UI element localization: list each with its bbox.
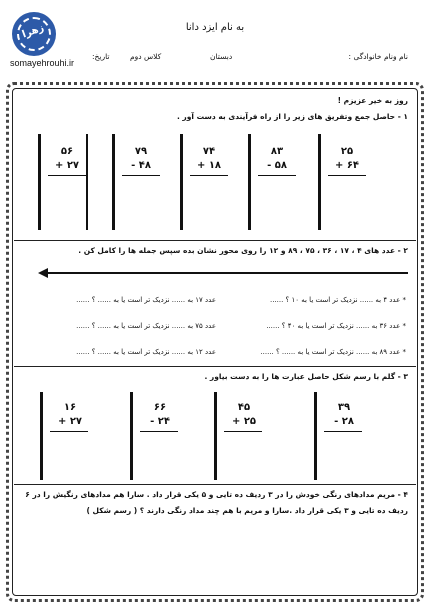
problem-bottom-number: - ۲۴	[150, 416, 170, 427]
problem-sum-line	[190, 175, 228, 176]
problem-sum-line	[224, 431, 262, 432]
problem-bottom-number: - ۴۸	[131, 160, 151, 171]
problem-sum-line	[258, 175, 296, 176]
q1-problem	[38, 134, 96, 230]
problem-sum-line	[140, 431, 178, 432]
q2-sentence: * عدد ۴ به ...... نزدیک تر است یا به ۱۰ ؟ ......	[269, 296, 406, 304]
question-4-line-1: ۴ - مریم مدادهای رنگی خودش را در ۳ ردیف ده تایی و ۵ یکی قرار داد . سارا هم مدادهای رنگیش را در ۶	[25, 490, 408, 499]
problem-sum-line	[324, 431, 362, 432]
problem-bottom-number: - ۵۸	[267, 160, 287, 171]
q2-sentence: عدد ۷۵ به ...... نزدیک تر است یا به ...... ؟ ......	[76, 322, 216, 330]
problem-left-bar	[180, 134, 183, 230]
problem-top-number: ۱۶	[63, 402, 77, 413]
q1-problem	[180, 134, 238, 230]
problem-top-number: ۷۹	[134, 146, 148, 157]
problem-top-number: ۲۵	[340, 146, 354, 157]
problem-top-number: ۶۶	[153, 402, 167, 413]
q3-problem	[130, 392, 190, 480]
number-line-arrow	[40, 272, 408, 274]
q1-problem	[248, 134, 306, 230]
site-url: somayehrouhi.ir	[10, 58, 75, 68]
question-4-line-2: ردیف ده تایی و ۳ یکی قرار داد .سارا و مریم با هم چند مداد رنگی دارند ؟ ( رسم شکل )	[86, 506, 408, 515]
school-label: دبستان	[210, 52, 233, 61]
problem-bottom-number: + ۲۷	[54, 160, 80, 171]
problem-top-number: ۵۶	[60, 146, 74, 157]
problem-bottom-number: + ۲۵	[231, 416, 257, 427]
q2-sentence: عدد ۱۷ به ...... نزدیک تر است یا به ...... ؟ ......	[76, 296, 216, 304]
problem-sum-line	[328, 175, 366, 176]
problem-top-number: ۴۵	[237, 402, 251, 413]
problem-sum-line	[48, 175, 86, 176]
section-divider	[14, 366, 416, 367]
problem-left-bar	[40, 392, 43, 480]
q2-sentence: * عدد ۸۹ به ...... نزدیک تر است یا به ...... ؟ ......	[260, 348, 406, 356]
q3-problem	[40, 392, 100, 480]
q2-sentence: عدد ۱۲ به ...... نزدیک تر است یا به ...... ؟ ......	[76, 348, 216, 356]
q3-problem	[314, 392, 374, 480]
class-label: کلاس دوم	[130, 52, 162, 61]
problem-bottom-number: + ۶۴	[334, 160, 360, 171]
problem-bottom-number: + ۲۷	[57, 416, 83, 427]
question-1-text: ۱ - حاصل جمع وتفریق های زیر را از راه فرآیندی به دست آور .	[176, 112, 408, 121]
problem-left-bar	[38, 134, 41, 230]
page-title: به نام ایزد دانا	[185, 22, 245, 33]
problem-bottom-number: - ۲۸	[334, 416, 354, 427]
problem-left-bar	[112, 134, 115, 230]
greeting: روز به خیر عزیزم !	[337, 96, 408, 105]
question-3-text: ۳ - گلم با رسم شکل حاصل عبارت ها را به دست بیاور .	[204, 372, 408, 381]
question-2-text: ۲ - عدد های ۴ ، ۱۷ ، ۳۶ ، ۷۵ ، ۸۹ و ۱۲ را روی محور نشان بده سپس جمله ها را کامل کن .	[78, 246, 408, 255]
problem-top-number: ۳۹	[337, 402, 351, 413]
problem-left-bar	[248, 134, 251, 230]
logo-text: زهرا	[20, 22, 46, 41]
problem-left-bar	[318, 134, 321, 230]
problem-top-number: ۷۴	[202, 146, 216, 157]
q3-problem	[214, 392, 274, 480]
problem-left-bar	[130, 392, 133, 480]
section-divider	[14, 240, 416, 241]
problem-bottom-number: + ۱۸	[196, 160, 222, 171]
site-logo	[12, 12, 56, 56]
date-label: تاریخ:	[92, 52, 110, 61]
q2-sentence: * عدد ۳۶ به ...... نزدیک تر است یا به ۴۰ ؟ ......	[266, 322, 406, 330]
name-label: نام ونام خانوادگی :	[348, 52, 408, 61]
q1-problem	[112, 134, 170, 230]
problem-sum-line	[122, 175, 160, 176]
section-divider	[14, 484, 416, 485]
problem-left-bar	[214, 392, 217, 480]
problem-left-bar	[314, 392, 317, 480]
problem-top-number: ۸۳	[270, 146, 284, 157]
q1-problem	[318, 134, 376, 230]
problem-sum-line	[50, 431, 88, 432]
